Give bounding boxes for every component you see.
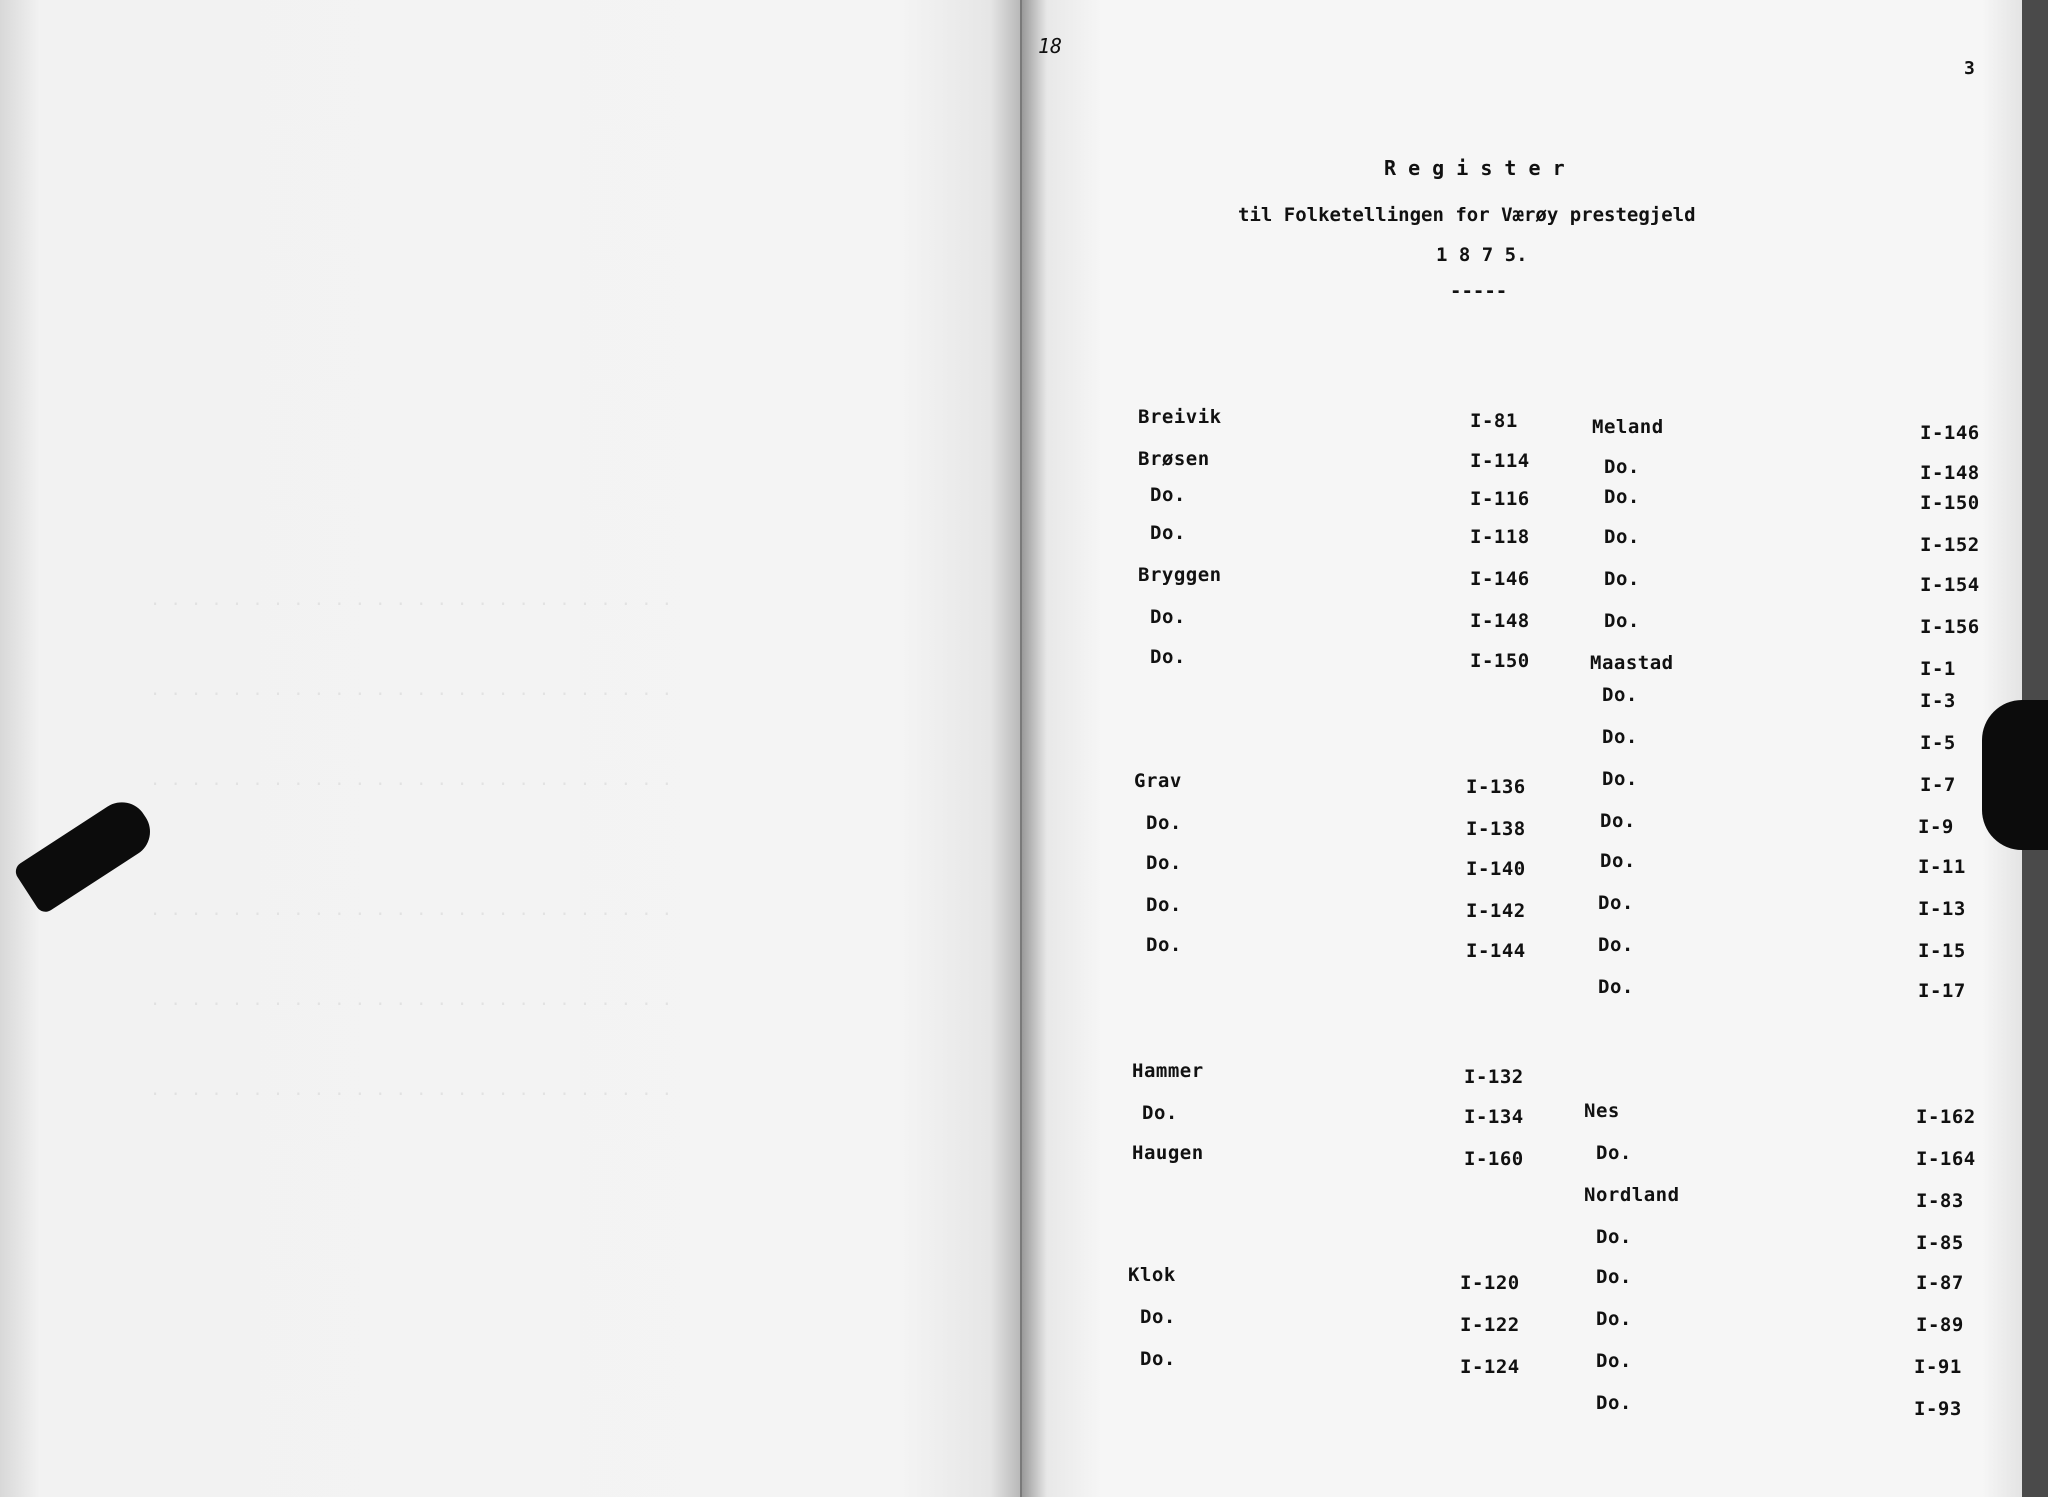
bleed-through-text: . . . . . . . . . . . . . . . . . . . . . . . . . . [150, 680, 672, 700]
place-name: Do. [1596, 1392, 1632, 1414]
bleed-through-text: . . . . . . . . . . . . . . . . . . . . . . . . . . [150, 1080, 672, 1100]
reference-number: I-150 [1920, 492, 1980, 514]
reference-number: I-156 [1920, 616, 1980, 638]
binder-clip-right [1982, 700, 2048, 850]
place-name: Do. [1604, 610, 1640, 632]
reference-number: I-164 [1916, 1148, 1976, 1170]
reference-number: I-120 [1460, 1272, 1520, 1294]
corner-mark: 18 [1038, 34, 1063, 58]
reference-number: I-160 [1464, 1148, 1524, 1170]
place-name: Do. [1596, 1350, 1632, 1372]
place-name: Do. [1604, 456, 1640, 478]
bleed-through-text: . . . . . . . . . . . . . . . . . . . . . . . . . . [150, 990, 672, 1010]
reference-number: I-15 [1918, 940, 1966, 962]
place-name: Brøsen [1138, 448, 1210, 470]
place-name: Do. [1150, 606, 1186, 628]
place-name: Do. [1600, 810, 1636, 832]
reference-number: I-1 [1920, 658, 1956, 680]
reference-number: I-122 [1460, 1314, 1520, 1336]
place-name: Do. [1602, 768, 1638, 790]
register-title: R e g i s t e r [1384, 156, 1565, 180]
reference-number: I-136 [1466, 776, 1526, 798]
reference-number: I-93 [1914, 1398, 1962, 1420]
place-name: Nes [1584, 1100, 1620, 1122]
place-name: Grav [1134, 770, 1182, 792]
bleed-through-text: . . . . . . . . . . . . . . . . . . . . . . . . . . [150, 590, 672, 610]
place-name: Do. [1146, 812, 1182, 834]
reference-number: I-138 [1466, 818, 1526, 840]
place-name: Nordland [1584, 1184, 1680, 1206]
reference-number: I-162 [1916, 1106, 1976, 1128]
register-subtitle: til Folketellingen for Værøy prestegjeld [1238, 204, 1696, 226]
bleed-through-text: . . . . . . . . . . . . . . . . . . . . . . . . . . [150, 770, 672, 790]
bleed-through-text: . . . . . . . . . . . . . . . . . . . . . . . . . . [150, 900, 672, 920]
reference-number: I-146 [1920, 422, 1980, 444]
reference-number: I-118 [1470, 526, 1530, 548]
place-name: Bryggen [1138, 564, 1222, 586]
reference-number: I-150 [1470, 650, 1530, 672]
reference-number: I-142 [1466, 900, 1526, 922]
place-name: Do. [1140, 1306, 1176, 1328]
reference-number: I-7 [1920, 774, 1956, 796]
reference-number: I-3 [1920, 690, 1956, 712]
place-name: Do. [1598, 892, 1634, 914]
register-year: 1 8 7 5. [1436, 244, 1528, 266]
reference-number: I-132 [1464, 1066, 1524, 1088]
place-name: Do. [1596, 1142, 1632, 1164]
reference-number: I-144 [1466, 940, 1526, 962]
reference-number: I-114 [1470, 450, 1530, 472]
reference-number: I-11 [1918, 856, 1966, 878]
place-name: Breivik [1138, 406, 1222, 428]
reference-number: I-83 [1916, 1190, 1964, 1212]
place-name: Haugen [1132, 1142, 1204, 1164]
place-name: Do. [1604, 486, 1640, 508]
reference-number: I-89 [1916, 1314, 1964, 1336]
place-name: Do. [1598, 934, 1634, 956]
reference-number: I-124 [1460, 1356, 1520, 1378]
place-name: Do. [1602, 684, 1638, 706]
reference-number: I-91 [1914, 1356, 1962, 1378]
reference-number: I-85 [1916, 1232, 1964, 1254]
reference-number: I-134 [1464, 1106, 1524, 1128]
place-name: Meland [1592, 416, 1664, 438]
place-name: Do. [1150, 522, 1186, 544]
place-name: Do. [1150, 646, 1186, 668]
reference-number: I-148 [1470, 610, 1530, 632]
reference-number: I-152 [1920, 534, 1980, 556]
place-name: Maastad [1590, 652, 1674, 674]
place-name: Do. [1600, 850, 1636, 872]
reference-number: I-154 [1920, 574, 1980, 596]
reference-number: I-116 [1470, 488, 1530, 510]
reference-number: I-148 [1920, 462, 1980, 484]
reference-number: I-13 [1918, 898, 1966, 920]
reference-number: I-146 [1470, 568, 1530, 590]
place-name: Do. [1150, 484, 1186, 506]
place-name: Do. [1140, 1348, 1176, 1370]
place-name: Klok [1128, 1264, 1176, 1286]
place-name: Do. [1596, 1308, 1632, 1330]
place-name: Do. [1146, 894, 1182, 916]
place-name: Hammer [1132, 1060, 1204, 1082]
place-name: Do. [1146, 852, 1182, 874]
reference-number: I-17 [1918, 980, 1966, 1002]
left-page [0, 0, 1022, 1497]
reference-number: I-140 [1466, 858, 1526, 880]
page-number: 3 [1964, 58, 1975, 79]
place-name: Do. [1598, 976, 1634, 998]
place-name: Do. [1604, 568, 1640, 590]
place-name: Do. [1596, 1266, 1632, 1288]
place-name: Do. [1146, 934, 1182, 956]
title-divider: ----- [1450, 280, 1508, 302]
reference-number: I-87 [1916, 1272, 1964, 1294]
place-name: Do. [1596, 1226, 1632, 1248]
reference-number: I-5 [1920, 732, 1956, 754]
place-name: Do. [1602, 726, 1638, 748]
place-name: Do. [1604, 526, 1640, 548]
reference-number: I-9 [1918, 816, 1954, 838]
place-name: Do. [1142, 1102, 1178, 1124]
reference-number: I-81 [1470, 410, 1518, 432]
